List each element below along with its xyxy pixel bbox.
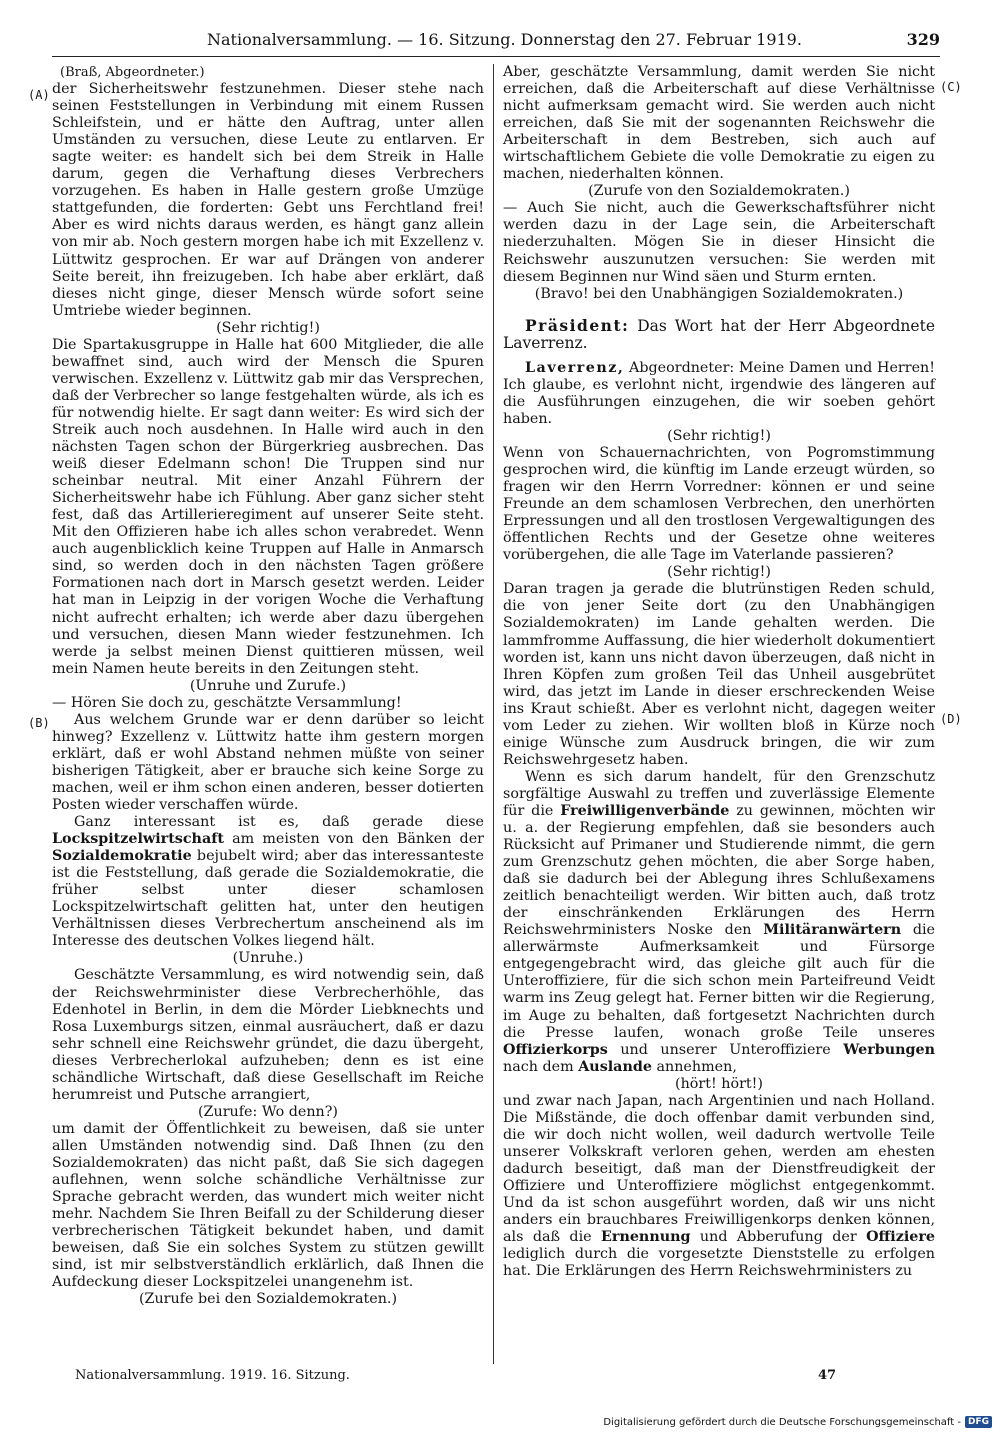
interjection: (Unruhe und Zurufe.) [189, 677, 347, 694]
header-title: Nationalversammlung. — 16. Sitzung. Donnerstag den 27. Februar 1919. [207, 30, 802, 49]
paragraph: Daran tragen ja gerade die blutrünstigen Reden schuld, die von jener Seite dort (zu den Unabhängigen Sozialdemokraten) im Lande gehalten werden. Die lammfromme Auffassung, die hier wiederholt dokumentiert worden ist, kann uns nicht davon überzeugen, daß nicht in Ihren Köpfen zum großen Teil das Unheil ausgebrütet wird, das jetzt im Lande in dieser erschreckenden Weise ins Kraut schießt. Aber es verlohnt nicht, dagegen weiter vom Leder zu ziehen. Wir wollten bloß in Kürze noch einige Wünsche zum Ausdruck bringen, die wir zum Reichswehrgesetz haben. [503, 581, 935, 768]
spacer [503, 352, 935, 360]
speaker-intro [503, 360, 935, 428]
emphasis-term: Auslande [578, 1058, 652, 1075]
emphasis-term: Sozialdemokratie [52, 848, 192, 865]
president-label: Präsident: [525, 315, 630, 335]
margin-marker-d: (D) [940, 712, 962, 726]
column-divider [493, 64, 494, 1364]
spacer [503, 303, 935, 311]
text-run: nach dem [503, 1058, 574, 1075]
interjection: (Zurufe bei den Sozialdemokraten.) [138, 1291, 398, 1308]
paragraph [52, 814, 484, 950]
running-header [52, 30, 940, 57]
text-run: zu gewinnen, möchten wir u. a. der Regierung empfehlen, daß sie besonders auch Rücksicht auf Primaner und Studierende nimmt, die gern zum Grenzschutz gehen möchten, die aber Sorge haben, daß sie dadurch bei der Ablegung ihres Schlußexamens zeitlich benachteiligt werden. Wir bitten auch, daß trotz der einschränkenden Erklärungen des Herrn Reichswehrministers Noske den [503, 802, 935, 939]
emphasis-term: Werbungen [843, 1041, 936, 1058]
paragraph [503, 769, 935, 1076]
interjection: (Sehr richtig!) [667, 427, 771, 444]
signature-number: 47 [818, 1368, 837, 1383]
president-text: Das Wort hat der Herr Abgeordnete Laverrenz. [503, 316, 935, 352]
text-run: und zwar nach Japan, nach Argentinien und nach Holland. Die Mißstände, die doch offenbar damit verbunden sind, die wir doch nicht wollen, weil dadurch wertvolle Teile unserer Volkskraft verloren gehen, werden am ehesten dadurch beseitigt, daß man der Dienstfreudigkeit der Offiziere und Unteroffiziere möglichst entgegenkommt. Und da ist schon ausgeführt worden, daß wir uns nicht anders ein brauchbares Freiwilligenkorps denken können, als daß die [503, 1092, 935, 1246]
text-run: und Abberufung der [699, 1229, 857, 1246]
paragraph: — Hören Sie doch zu, geschätzte Versammlung! [52, 694, 402, 711]
emphasis-term: Freiwilligenverbände [560, 802, 730, 819]
speaker-intro-text: Abgeordneter: Meine Damen und Herren! Ich glaube, es verlohnt nicht, irgendwie des längeren auf die Ausführungen einzugehen, die wir soeben gehört haben. [503, 359, 935, 427]
dfg-logo-icon: DFG [965, 1416, 992, 1428]
interjection: (Sehr richtig!) [216, 319, 320, 336]
text-run: am meisten von den Bänken der [232, 831, 485, 848]
paragraph: Wenn von Schauernachrichten, von Pogromstimmung gesprochen wird, die künftig im Lande erzeugt würden, so fragen wir den Herrn Vorredner: können er und seine Freunde an dem schamlosen Verbrechen, den unerhörten Erpressungen und all den trostlosen Vergewaltigungen des öffentlichen Rechts und der Gesetze ohne weiteres vorübergehen, die alle Tage im Vaterlande passieren? [503, 444, 935, 564]
right-column [503, 64, 935, 1280]
interjection: (Sehr richtig!) [667, 564, 771, 581]
paragraph: — Auch Sie nicht, auch die Gewerkschaftsführer nicht werden dazu in der Lage sein, die Arbeiterschaft niederzuhalten. Mögen Sie in dieser Hinsicht die Reichswehr auszunutzen versuchen: Sie werden mit diesem Beginnen nur Wind säen und Sturm ernten. [503, 200, 935, 285]
text-run: und unserer Unteroffiziere [620, 1041, 831, 1058]
emphasis-term: Lockspitzelwirtschaft [52, 831, 224, 848]
interjection: (Zurufe von den Sozialdemokraten.) [588, 183, 850, 200]
page-number: 329 [906, 30, 940, 49]
emphasis-term: Ernennung [601, 1229, 691, 1246]
digitization-credit [603, 1416, 992, 1428]
text-run: Wenn es sich darum handelt, für den Grenzschutz sorgfältige Auswahl zu treffen und zuverlässige Elemente für die [503, 768, 935, 819]
text-run: bejubelt wird; aber das interessanteste ist die Feststellung, daß gerade die Sozialdemokratie, die früher selbst unter dieser schamlosen Lockspitzelwirtschaft gelitten hat, unter den heutigen Verhältnissen dieses Verbrechertum anscheinend als im Interesse des deutschen Volkes liegend hält. [52, 848, 484, 950]
text-run: Ganz interessant ist es, daß gerade diese [74, 814, 484, 831]
interjection: (Unruhe.) [232, 950, 304, 967]
interjection: (Bravo! bei den Unabhängigen Sozialdemokraten.) [534, 285, 904, 302]
paragraph: Aus welchem Grunde war er denn darüber so leicht hinweg? Exzellenz v. Lüttwitz hatte ihm gestern morgen erklärt, daß er wohl Abstand nehmen müßte von seiner bisherigen Tätigkeit, aber er brauche sich keine Sorge zu machen, weil er ihm schon einen anderen, besser dotierten Posten wieder verschaffen würde. [52, 711, 484, 814]
left-column [52, 64, 484, 1308]
emphasis-term: Militäranwärtern [763, 922, 902, 939]
margin-marker-b: (B) [28, 716, 50, 730]
footer-source: Nationalversammlung. 1919. 16. Sitzung. [75, 1368, 350, 1383]
emphasis-term: Offiziere [866, 1229, 935, 1246]
margin-marker-c: (C) [940, 80, 962, 94]
text-run: annehmen, [656, 1058, 737, 1075]
emphasis-term: Offizierkorps [503, 1041, 608, 1058]
paragraph: um damit der Öffentlichkeit zu beweisen, daß sie unter allen Umständen notwendig sind. Daß Ihnen (zu den Sozialdemokraten) das nicht paßt, daß Sie sich dagegen auflehnen, wenn solche schändliche Verhältnisse zur Sprache gebracht werden, das wundert mich weiter nicht mehr. Nachdem Sie Ihren Beifall zu der Schilderung dieser verbrecherischen Tätigkeit bekundet haben, und damit beweisen, daß Sie ein solches System zu stützen gewillt sind, ist mir selbstverständlich erklärlich, daß Ihnen die Aufdeckung dieser Lockspitzelei unangenehm ist. [52, 1120, 484, 1291]
speaker-note: (Braß, Abgeordneter.) [60, 65, 205, 80]
text-run: die allerwärmste Aufmerksamkeit und Fürsorge entgegengebracht wird, das gleiche gilt auch für die Unteroffiziere, für die sich schon mein Parteifreund Veidt warm ins Zeug gelegt hat. Ferner bitten wir die Regierung, im Auge zu behalten, daß fortgesetzt Nachrichten durch die Presse laufen, wonach große Teile unseres [503, 922, 936, 1041]
paragraph: Die Spartakusgruppe in Halle hat 600 Mitglieder, die alle bewaffnet sind, auch wird der Mensch die Spuren verwischen. Exzellenz v. Lüttwitz gab mir das Versprechen, daß der Verbrecher so lange festgehalten würde, als ich es für notwendig hielte. Er sagt dann weiter: Es wird sich der Streik auch noch ausdehnen. In Halle wird auch in den nächsten Tagen schon der Bürgerkrieg ausbrechen. Das weiß dieser Edelmann schon! Die Truppen sind nur scheinbar neutral. Mit einer Anzahl Führern der Sicherheitswehr habe ich Fühlung. Aber ganz sicher steht fest, daß das Artillerieregiment auf unserer Seite steht. Mit den Offizieren habe ich alles schon verabredet. Wenn auch augenblicklich keine Truppen auf Halle in Anmarsch sind, so werden doch in den nächsten Tagen größere Formationen nach dort in Marsch gesetzt werden. Leider hat man in Leipzig in der vorigen Woche die Verhaftung nicht aufrecht erhalten; ich werde aber dazu übergehen und versuchen, diesen Mann wieder festzunehmen. Ich werde ja selbst meinen Dienst quittieren müssen, weil mein Namen heute bereits in den Zeitungen steht. [52, 336, 484, 677]
text-run: lediglich durch die vorgesetzte Dienststelle zu erfolgen hat. Die Erklärungen des Herrn Reichswehrministers zu [503, 1246, 935, 1280]
paragraph: Geschätzte Versammlung, es wird notwendig sein, daß der Reichswehrminister diese Verbrecherhöhle, das Edenhotel in Berlin, in dem die Mörder Liebknechts und Rosa Luxemburgs sitzen, einmal ausräuchert, daß er dazu sehr schnell eine Reichswehr gründet, die dazu übergeht, dieses Verbrecherlokal aufzuheben; denn es ist eine schändliche Wirtschaft, daß diese Gesellschaft im Reiche herumreist und Putsche arrangiert, [52, 967, 484, 1103]
interjection: (hört! hört!) [675, 1075, 763, 1092]
margin-marker-a: (A) [28, 88, 50, 102]
paragraph: Aber, geschätzte Versammlung, damit werden Sie nicht erreichen, daß die Arbeiterschaft auf diese Verhältnisse nicht aufmerksam gemacht wird. Sie werden auch nicht erreichen, daß Sie mit der sogenannten Reichswehr die Arbeiterschaft in dem Bestreben, sich auch auf wirtschaftlichem Gebiete die volle Demokratie zu eigen zu machen, niederhalten können. [503, 64, 935, 183]
interjection: (Zurufe: Wo denn?) [197, 1103, 339, 1120]
paragraph: der Sicherheitswehr festzunehmen. Dieser stehe nach seinen Feststellungen in Verbindung mit einem Russen Schleifstein, und er hätte den Auftrag, unter allen Umständen zu versuchen, diese Leute zu entlarven. Er sagte weiter: es handelt sich bei dem Streik in Halle darum, gegen die Verhaftung dieses Verbrechers vorzugehen. Es haben in Halle gestern große Umzüge stattgefunden, die forderten: Gebt uns Ferchtland frei! Aber es wird nichts daraus werden, es hängt ganz allein von mir ab. Noch gestern morgen habe ich mit Exzellenz v. Lüttwitz gesprochen. Er war auf Drängen von anderer Seite bereit, ihn freizugeben. Ich habe aber erklärt, daß dieses nicht ginge, dieser Mensch würde sofort seine Umtriebe wieder beginnen. [52, 81, 484, 319]
credit-text: Digitalisierung gefördert durch die Deutsche Forschungsgemeinschaft - [603, 1416, 961, 1428]
speaker-name: Laverrenz, [525, 359, 625, 376]
paragraph [503, 1093, 935, 1281]
president-line [503, 317, 935, 352]
